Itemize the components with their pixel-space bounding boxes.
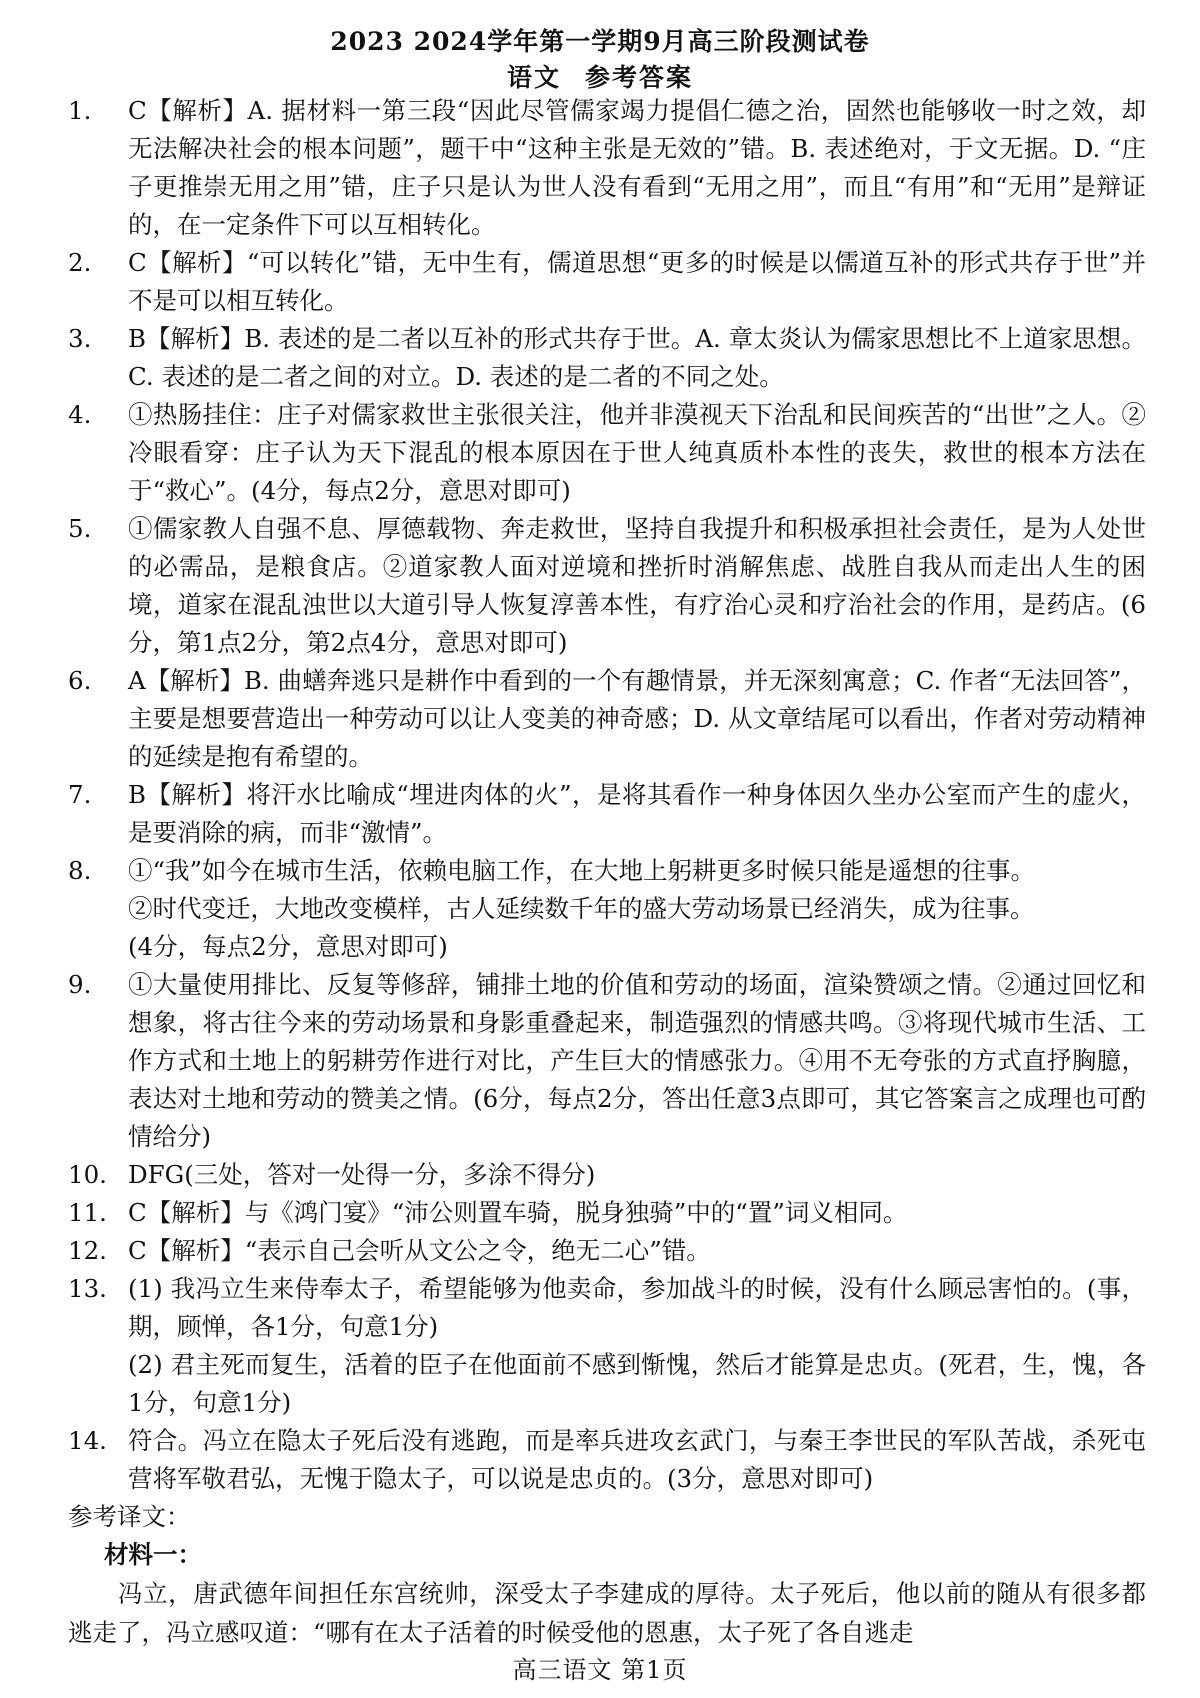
translation-heading: 参考译文： [68,1502,191,1531]
answer-number: 4. [68,400,92,429]
answer-text: C【解析】“可以转化”错，无中生有，儒道思想“更多的时候是以儒道互补的形式共存于世”并不是可以相互转化。 [128,248,1146,315]
answer-number: 10. [68,1160,107,1189]
answer-item-11 [68,1194,1146,1232]
answer-subpart-2: (2) 君主死而复生，活着的臣子在他面前不感到惭愧，然后才能算是忠贞。(死君，生，愧，各1分，句意1分) [128,1350,1146,1417]
answer-number: 14. [68,1426,107,1455]
answer-number: 2. [68,248,92,277]
answer-item-14 [68,1422,1146,1498]
answer-item-13 [68,1270,1146,1422]
answer-item-9 [68,966,1146,1156]
answer-item-10 [68,1156,1146,1194]
answer-text: A【解析】B. 曲蟮奔逃只是耕作中看到的一个有趣情景，并无深刻寓意；C. 作者“无法回答”，主要是想要营造出一种劳动可以让人变美的神奇感；D. 从文章结尾可以看出，作者对劳动精神的延续是抱有希望的。 [128,666,1146,771]
subject-label: 语文 [506,63,561,92]
answer-number: 3. [68,324,92,353]
answer-number: 1. [68,96,92,125]
answer-text: DFG(三处，答对一处得一分，多涂不得分) [128,1160,596,1189]
answer-number: 12. [68,1236,107,1265]
material-label: 材料一： [104,1540,202,1569]
answer-item-2 [68,244,1146,320]
answer-number: 5. [68,514,92,543]
page-footer: 高三语文 第1页 [512,1656,688,1684]
answer-text: ①热肠挂住：庄子对儒家救世主张很关注，他并非漠视天下治乱和民间疾苦的“出世”之人。②冷眼看穿：庄子认为天下混乱的根本原因在于世人纯真质朴本性的丧失，救世的根本方法在于“救心”。(4分，每点2分，意思对即可) [128,400,1146,505]
answer-item-8 [68,852,1146,966]
answer-text: 符合。冯立在隐太子死后没有逃跑，而是率兵进攻玄武门，与秦王李世民的军队苦战，杀死屯营将军敬君弘，无愧于隐太子，可以说是忠贞的。(3分，意思对即可) [128,1426,1146,1493]
answer-text: C【解析】与《鸿门宴》“沛公则置车骑，脱身独骑”中的“置”词义相同。 [128,1198,908,1227]
answer-list [68,92,1146,1652]
answer-text: B【解析】将汗水比喻成“埋进肉体的火”，是将其看作一种身体因久坐办公室而产生的虚火，是要消除的病，而非“激情”。 [128,780,1146,847]
answer-number: 7. [68,780,92,809]
answer-text: ①大量使用排比、反复等修辞，铺排土地的价值和劳动的场面，渲染赞颂之情。②通过回忆和想象，将古往今来的劳动场景和身影重叠起来，制造强烈的情感共鸣。③将现代城市生活、工作方式和土地上的躬耕劳作进行对比，产生巨大的情感张力。④用不无夸张的方式直抒胸臆，表达对土地和劳动的赞美之情。(6分，每点2分，答出任意3点即可，其它答案言之成理也可酌情给分) [128,970,1146,1151]
answer-number: 8. [68,856,92,885]
answer-item-4 [68,396,1146,510]
answer-item-6 [68,662,1146,776]
answer-line: (4分，每点2分，意思对即可) [128,932,448,961]
answer-text: C【解析】A. 据材料一第三段“因此尽管儒家竭力提倡仁德之治，固然也能够收一时之效，却无法解决社会的根本问题”，题干中“这种主张是无效的”错。B. 表述绝对，于文无据。D. “庄子更推崇无用之用”错，庄子只是认为世人没有看到“无用之用”，而且“有用”和“无用”是辩证的，在一定条件下可以互相转化。 [128,96,1146,239]
answer-item-7 [68,776,1146,852]
answer-number: 6. [68,666,92,695]
answer-text: B【解析】B. 表述的是二者以互补的形式共存于世。A. 章太炎认为儒家思想比不上道家思想。C. 表述的是二者之间的对立。D. 表述的是二者的不同之处。 [128,324,1146,391]
exam-title: 2023 2024学年第一学期9月高三阶段测试卷 [330,27,870,56]
answer-key-label: 参考答案 [585,63,694,92]
answer-line: ①“我”如今在城市生活，依赖电脑工作，在大地上躬耕更多时候只能是遥想的往事。 [128,856,1036,885]
answer-number: 13. [68,1274,107,1303]
answer-item-1 [68,92,1146,244]
answer-number: 9. [68,970,92,999]
answer-item-5 [68,510,1146,662]
answer-item-3 [68,320,1146,396]
answer-text: C【解析】“表示自己会听从文公之令，绝无二心”错。 [128,1236,711,1265]
answer-text: ①儒家教人自强不息、厚德载物、奔走救世，坚持自我提升和积极承担社会责任，是为人处世的必需品，是粮食店。②道家教人面对逆境和挫折时消解焦虑、战胜自我从而走出人生的困境，道家在混乱浊世以大道引导人恢复淳善本性，有疗治心灵和疗治社会的作用，是药店。(6分，第1点2分，第2点4分，意思对即可) [128,514,1146,657]
answer-subtitle [0,58,1200,94]
answer-item-12 [68,1232,1146,1270]
answer-line: ②时代变迁，大地改变模样，古人延续数千年的盛大劳动场景已经消失，成为往事。 [128,894,1035,923]
translation-text: 冯立，唐武德年间担任东宫统帅，深受太子李建成的厚待。太子死后，他以前的随从有很多都逃走了，冯立感叹道：“哪有在太子活着的时候受他的恩惠，太子死了各自逃走 [68,1579,1146,1647]
answer-number: 11. [68,1198,107,1227]
answer-subpart-1: (1) 我冯立生来侍奉太子，希望能够为他卖命，参加战斗的时候，没有什么顾忌害怕的。(事，期，顾惮，各1分，句意1分) [128,1274,1146,1341]
